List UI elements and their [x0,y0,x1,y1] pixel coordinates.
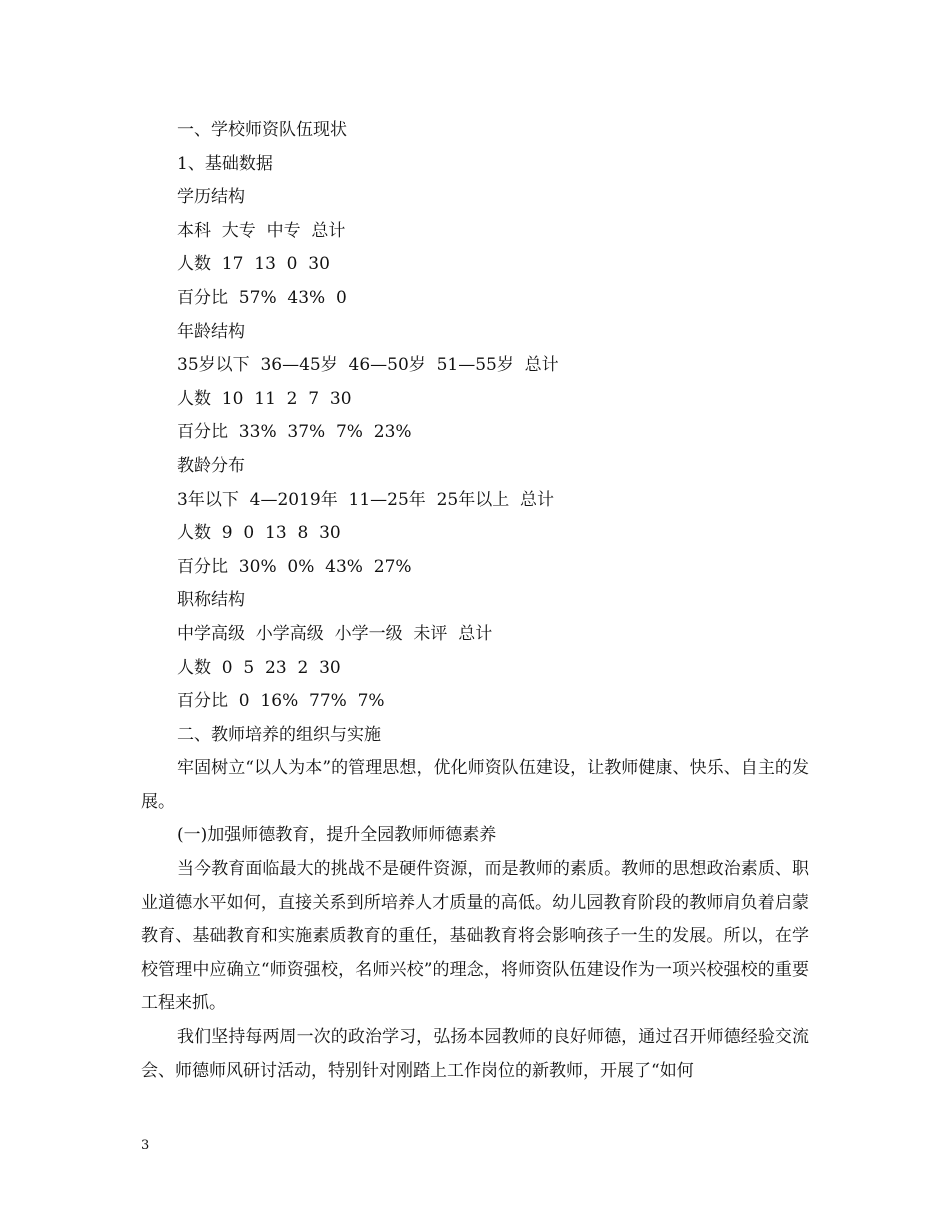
title-header-row: 中学高级 小学高级 小学一级 未评 总计 [177,623,493,644]
education-header-row: 本科 大专 中专 总计 [177,220,346,241]
teaching-years-count-row: 人数 9 0 13 8 30 [177,523,341,544]
education-percent-row: 百分比 57% 43% 0 [177,287,347,308]
education-heading: 学历结构 [177,187,245,208]
teaching-years-header-row: 3年以下 4—2019年 11—25年 25年以上 总计 [177,489,555,510]
subsection-heading-1: (一)加强师德教育，提升全园教师师德素养 [177,825,497,846]
age-percent-row: 百分比 33% 37% 7% 23% [177,422,412,443]
age-count-row: 人数 10 11 2 7 30 [177,388,352,409]
teaching-years-heading: 教龄分布 [177,455,245,476]
teaching-years-percent-row: 百分比 30% 0% 43% 27% [177,556,412,577]
age-header-row: 35岁以下 36—45岁 46—50岁 51—55岁 总计 [177,355,559,376]
title-heading: 职称结构 [177,590,245,611]
page-number: 3 [141,1138,150,1153]
document-body [141,114,809,1088]
paragraph-intro: 牢固树立“以人为本”的管理思想，优化师资队伍建设，让教师健康、快乐、自主的发展。 [141,758,809,812]
title-percent-row: 百分比 0 16% 77% 7% [177,691,385,712]
paragraph-2: 我们坚持每两周一次的政治学习，弘扬本园教师的良好师德，通过召开师德经验交流会、师德师风研讨活动，特别针对刚踏上工作岗位的新教师，开展了“如何 [141,1027,809,1081]
section-heading-2: 二、教师培养的组织与实施 [177,724,381,745]
section-heading-1: 一、学校师资队伍现状 [177,120,347,140]
age-heading: 年龄结构 [177,321,245,342]
basic-data-heading: 1、基础数据 [177,153,273,174]
paragraph-1: 当今教育面临最大的挑战不是硬件资源，而是教师的素质。教师的思想政治素质、职业道德水平如何，直接关系到所培养人才质量的高低。幼儿园教育阶段的教师肩负着启蒙教育、基础教育和实施素质教育的重任，基础教育将会影响孩子一生的发展。所以，在学校管理中应确立“师资强校，名师兴校”的理念，将师资队伍建设作为一项兴校强校的重要工程来抓。 [141,859,809,1014]
title-count-row: 人数 0 5 23 2 30 [177,657,341,678]
education-count-row: 人数 17 13 0 30 [177,254,330,275]
